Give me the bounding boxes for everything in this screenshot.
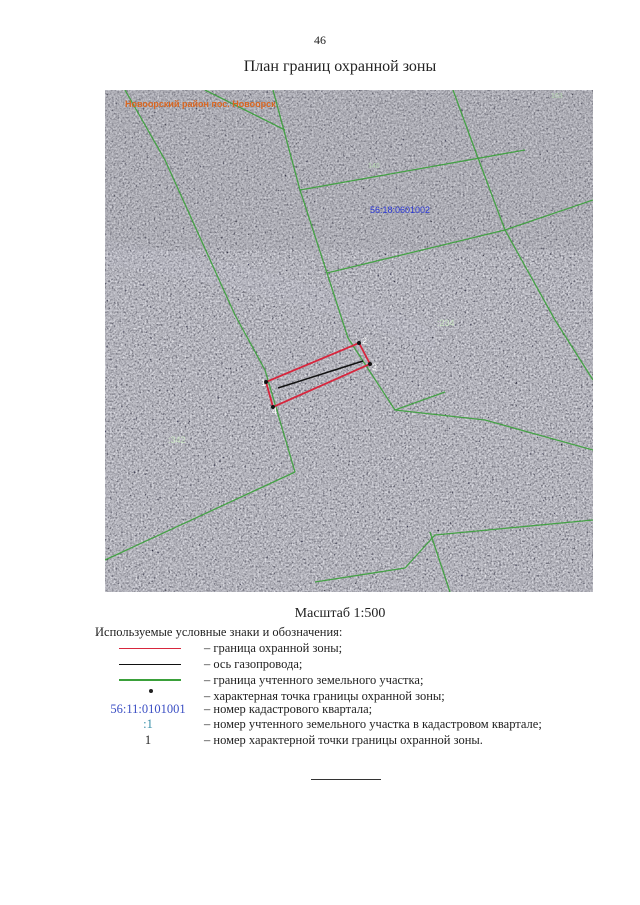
footer-separator <box>311 779 381 780</box>
legend-symbol-text: 56:11:0101001 <box>110 702 186 716</box>
legend-symbol-text: 1 <box>144 733 152 747</box>
zone-point-label: 1 <box>261 378 267 388</box>
legend-description: – граница охранной зоны; <box>204 641 343 655</box>
legend-item-pipeline-axis <box>0 657 640 673</box>
edge-label: 140 <box>368 163 380 170</box>
edge-label: 163 <box>551 93 563 100</box>
page-title: План границ охранной зоны <box>243 58 437 75</box>
parcel-number-label: :342 <box>168 435 186 445</box>
region-label: Новоорский район пос. Новоорск <box>125 99 276 109</box>
map-scale: Масштаб 1:500 <box>294 606 386 621</box>
legend-item-zone-boundary <box>0 641 640 657</box>
zone-point-label: 2 <box>362 336 368 346</box>
satellite-light-area <box>105 90 593 250</box>
dot-symbol <box>149 689 153 693</box>
parcel-number-label: :234 <box>437 318 455 328</box>
green-line-symbol <box>119 679 181 681</box>
legend-description: – номер учтенного земельного участка в кадастровом квартале; <box>204 717 542 731</box>
zone-point-label: 3 <box>372 362 378 372</box>
legend-description: – номер характерной точки границы охранной зоны. <box>204 733 483 747</box>
legend-item-parcel-number <box>0 717 640 733</box>
legend-heading: Используемые условные знаки и обозначения: <box>95 625 343 639</box>
legend-description: – ось газопровода; <box>204 657 303 671</box>
legend-description: – номер кадастрового квартала; <box>204 702 373 716</box>
zone-point-label: 4 <box>272 406 278 416</box>
map-canvas <box>105 90 593 592</box>
cadastral-map <box>105 90 593 592</box>
legend-symbol-text: :1 <box>143 717 153 731</box>
legend-item-parcel-boundary <box>0 673 640 689</box>
black-line-symbol <box>119 664 181 665</box>
legend-description: – характерная точка границы охранной зоны; <box>204 689 445 703</box>
legend-item-quarter-number <box>0 702 640 718</box>
cadastral-quarter-label: 56:18:0601002 <box>370 205 431 215</box>
red-line-symbol <box>119 648 181 649</box>
legend-item-point-number <box>0 733 640 749</box>
zone-point-2 <box>357 341 361 345</box>
page-number: 46 <box>314 33 326 47</box>
legend-description: – граница учтенного земельного участка; <box>204 673 424 687</box>
